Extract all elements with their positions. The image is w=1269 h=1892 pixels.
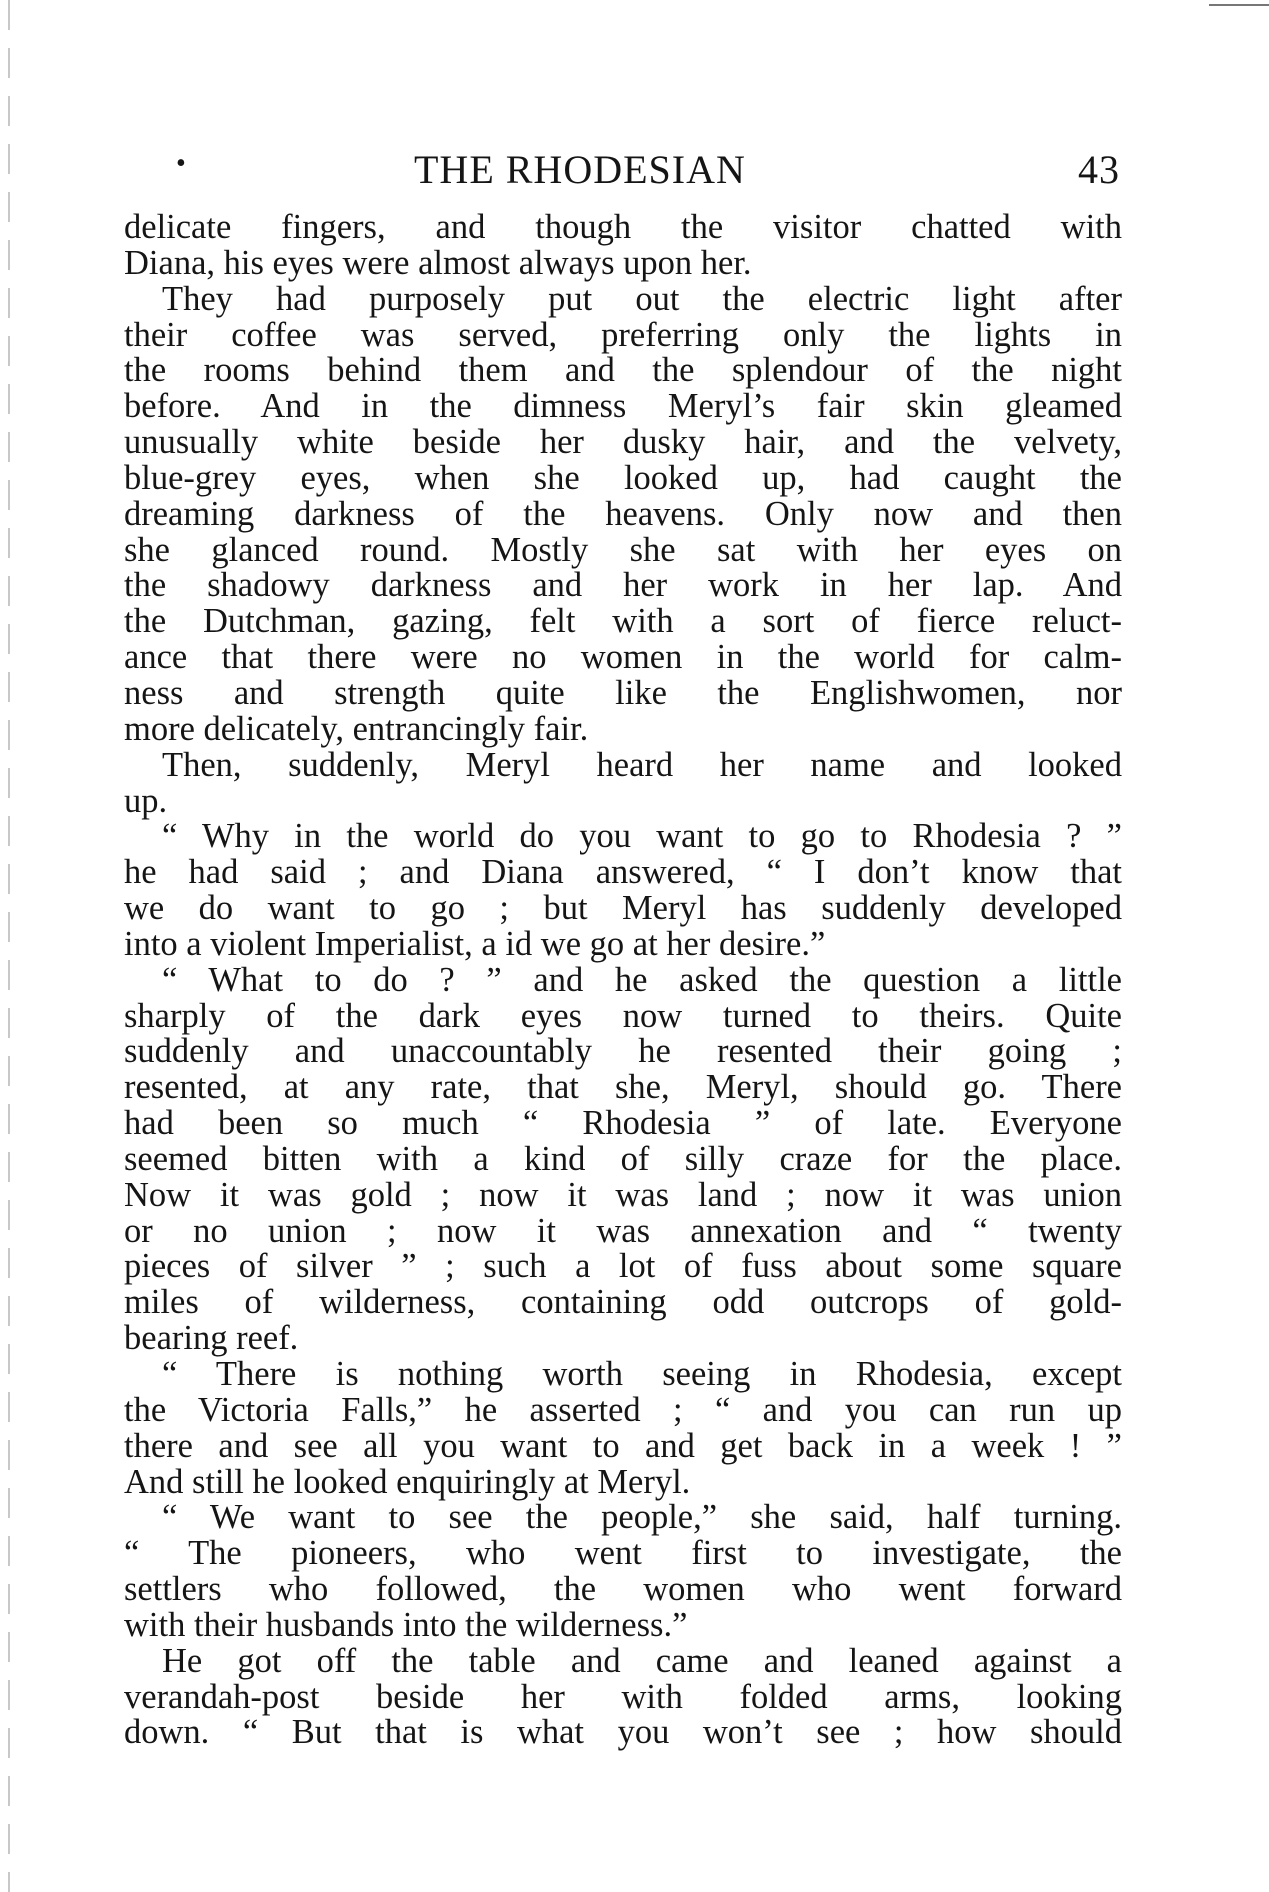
text-line: ance that there were no women in the world for calm- [124, 638, 1122, 677]
text-line: pieces of silver ” ; such a lot of fuss about some square [124, 1247, 1122, 1286]
text-line: more delicately, entrancingly fair. [124, 709, 589, 748]
text-line: dreaming darkness of the heavens. Only now and then [124, 494, 1122, 533]
text-line: Now it was gold ; now it was land ; now it was union [124, 1175, 1122, 1214]
running-title: THE RHODESIAN [414, 147, 746, 192]
text-line: down. “ But that is what you won’t see ; how should [124, 1713, 1122, 1752]
text-line: into a violent Imperialist, a id we go at her desire.” [124, 924, 826, 963]
text-line: we do want to go ; but Meryl has suddenly developed [124, 889, 1122, 928]
text-line: their coffee was served, preferring only the lights in [124, 315, 1122, 354]
text-line: Diana, his eyes were almost always upon her. [124, 243, 752, 282]
page-number: 43 [1078, 147, 1120, 192]
text-line: settlers who followed, the women who went forward [124, 1570, 1122, 1609]
text-line: bearing reef. [124, 1319, 299, 1358]
text-line: unusually white beside her dusky hair, and the velvety, [124, 423, 1122, 462]
text-line: miles of wilderness, containing odd outcrops of gold- [124, 1283, 1122, 1322]
text-line: resented, at any rate, that she, Meryl, should go. There [124, 1068, 1122, 1107]
text-line: or no union ; now it was annexation and “ twenty [124, 1211, 1122, 1250]
text-line: he had said ; and Diana answered, “ I don’t know that [124, 853, 1122, 892]
text-line: seemed bitten with a kind of silly craze for the place. [124, 1139, 1122, 1178]
text-line: Then, suddenly, Meryl heard her name and looked [162, 745, 1122, 784]
text-line: there and see all you want to and get back in a week ! ” [124, 1426, 1122, 1465]
text-line: delicate fingers, and though the visitor chatted with [124, 208, 1122, 246]
text-line: the rooms behind them and the splendour of the night [124, 351, 1122, 390]
page-edge-shadow [8, 0, 10, 1892]
text-line: “ Why in the world do you want to go to Rhodesia ? ” [162, 817, 1122, 856]
text-line: before. And in the dimness Meryl’s fair skin gleamed [124, 387, 1122, 426]
text-line: “ What to do ? ” and he asked the question a little [162, 960, 1122, 999]
text-line: suddenly and unaccountably he resented their going ; [124, 1032, 1122, 1071]
text-line: He got off the table and came and leaned against a [162, 1641, 1122, 1680]
body-text [124, 210, 1122, 1751]
text-line: the shadowy darkness and her work in her lap. And [124, 566, 1122, 605]
text-line: up. [124, 781, 168, 820]
text-line: They had purposely put out the electric light after [162, 279, 1122, 318]
text-line: had been so much “ Rhodesia ” of late. Everyone [124, 1104, 1122, 1143]
text-line: she glanced round. Mostly she sat with her eyes on [124, 530, 1122, 569]
text-line: the Dutchman, gazing, felt with a sort of fierce reluct- [124, 602, 1122, 641]
text-line: the Victoria Falls,” he asserted ; “ and you can run up [124, 1390, 1122, 1429]
text-line: with their husbands into the wilderness.” [124, 1605, 688, 1644]
text-line: verandah-post beside her with folded arms, looking [124, 1677, 1122, 1716]
header-bullet-mark: • [176, 148, 187, 179]
text-line: sharply of the dark eyes now turned to theirs. Quite [124, 996, 1122, 1035]
page-corner-mark [1209, 4, 1269, 6]
text-line: blue-grey eyes, when she looked up, had caught the [124, 458, 1122, 497]
text-line: And still he looked enquiringly at Meryl. [124, 1462, 691, 1501]
text-line: “ There is nothing worth seeing in Rhodesia, except [162, 1355, 1122, 1393]
running-header [124, 146, 1120, 194]
text-line: “ The pioneers, who went first to investigate, the [124, 1534, 1122, 1573]
text-line: ness and strength quite like the Englishwomen, nor [124, 673, 1122, 712]
text-line: “ We want to see the people,” she said, half turning. [162, 1498, 1122, 1537]
